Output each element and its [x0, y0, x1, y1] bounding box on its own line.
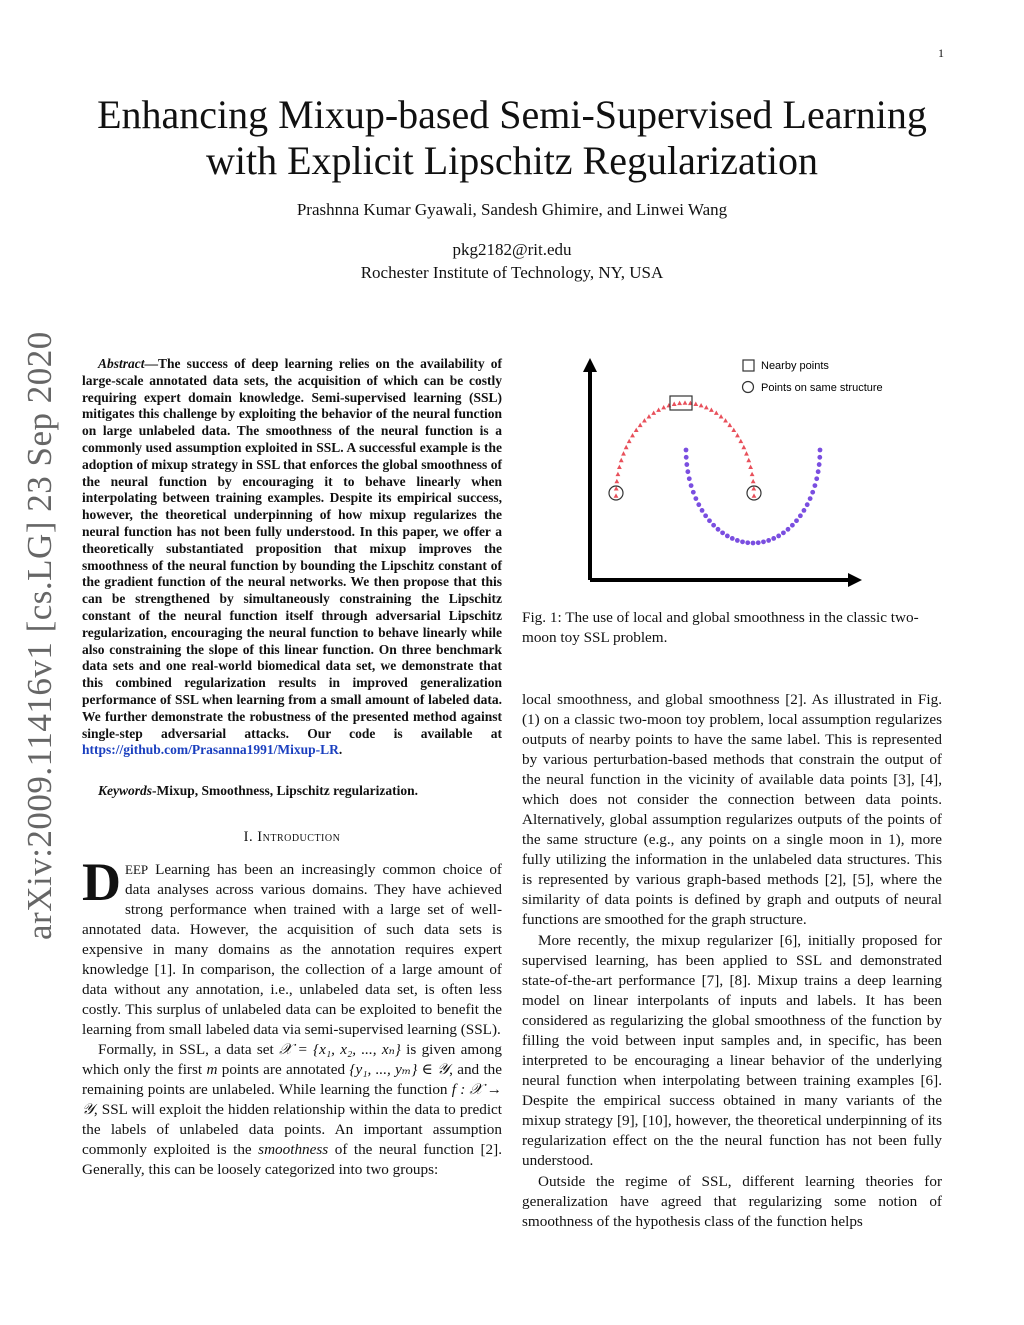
moon-circle-point — [790, 523, 795, 528]
moon-circle-point — [814, 476, 819, 481]
math-dataset: 𝒳 = {x₁, x₂, ..., xₙ} — [279, 1041, 401, 1059]
math-labels: {y₁, ..., yₘ} ∈ 𝒴 — [349, 1061, 450, 1079]
legend-square-label: Nearby points — [761, 360, 829, 372]
moon-circle-point — [735, 538, 740, 543]
moon-points — [614, 400, 823, 545]
moon-circle-point — [771, 536, 776, 541]
moon-triangle-point — [672, 402, 677, 406]
affiliation-block — [0, 238, 1024, 284]
moon-triangle-point — [656, 407, 661, 411]
moon-triangle-point — [719, 414, 724, 418]
intro-p2-f: of the neural function [2]. Generally, this can be loosely categorized into two groups: — [82, 1141, 502, 1179]
code-link[interactable]: https://github.com/Prasanna1991/Mixup-LR — [82, 742, 339, 758]
moon-circle-point — [703, 513, 708, 518]
left-column — [82, 356, 502, 1180]
moon-circle-point — [689, 483, 694, 488]
moon-triangle-point — [731, 428, 736, 432]
keywords-text: -Mixup, Smoothness, Lipschitz regularization. — [152, 783, 419, 799]
moon-triangle-point — [704, 405, 709, 409]
moon-circle-point — [716, 527, 721, 532]
moon-triangle-point — [677, 401, 682, 405]
moon-triangle-point — [630, 433, 635, 437]
moon-triangle-point — [693, 402, 698, 406]
moon-circle-point — [756, 540, 761, 545]
intro-p2-d: , and the remaining points are unlabeled. While learning the function — [82, 1061, 503, 1099]
section-title-first: I — [257, 829, 263, 846]
moon-circle-point — [684, 455, 689, 460]
section-number: I. — [243, 829, 254, 846]
intro-p1-text: Learning has been an increasingly common choice of data analyses across various domains. They have achieved strong performance when trained with a large set of well-annotated data. However, the acquisition of such data sets is expensive in many domains as the annotation requires expert knowledge [1]. In comparison, the collection of a large amount of data without any annotation, i.e., unlabeled data set, is often less costly. This surplus of unlabeled data can be exploited to benefit the learning from small labeled data via semi-supervised learning (SSL). — [82, 861, 502, 1039]
moon-circle-point — [740, 539, 745, 544]
moon-circle-point — [725, 534, 730, 539]
moon-triangle-point — [750, 472, 755, 476]
moon-triangle-point — [638, 423, 643, 427]
keywords — [82, 783, 502, 799]
keywords-label: Keywords — [98, 783, 152, 799]
intro-p2-emphasis: smoothness — [258, 1141, 329, 1159]
moon-triangle-point — [714, 411, 719, 415]
moon-circle-point — [761, 539, 766, 544]
moon-circle-point — [745, 540, 750, 545]
moon-circle-point — [817, 455, 822, 460]
moon-triangle-point — [744, 451, 749, 455]
moon-triangle-point — [738, 439, 743, 443]
moon-circle-point — [685, 469, 690, 474]
legend-circle-label: Points on same structure — [761, 382, 883, 394]
page-number: 1 — [938, 46, 944, 60]
moon-circle-point — [766, 538, 771, 543]
y-axis-arrow-icon — [583, 358, 597, 372]
moon-circle-point — [687, 476, 692, 481]
moon-circle-point — [808, 496, 813, 501]
moon-circle-point — [684, 462, 689, 467]
moon-circle-point — [711, 523, 716, 528]
moon-triangle-point — [735, 433, 740, 437]
moon-circle-point — [751, 541, 756, 546]
moon-triangle-point — [619, 458, 624, 462]
moon-triangle-point — [616, 472, 621, 476]
moon-triangle-point — [614, 479, 619, 483]
moon-circle-point — [776, 534, 781, 539]
intro-paragraph-1 — [82, 852, 502, 1040]
moon-circle-point — [794, 518, 799, 523]
moon-circle-point — [707, 518, 712, 523]
affiliation: Rochester Institute of Technology, NY, USA — [360, 263, 664, 282]
moon-triangle-point — [621, 451, 626, 455]
moon-triangle-point — [683, 400, 688, 404]
intro-paragraph-2 — [82, 1040, 502, 1180]
right-column — [522, 690, 942, 1232]
moon-circle-point — [798, 513, 803, 518]
moon-circle-point — [802, 508, 807, 513]
moon-triangle-point — [727, 423, 732, 427]
moon-triangle-point — [746, 458, 751, 462]
moon-triangle-point — [627, 439, 632, 443]
moon-circle-point — [684, 448, 689, 453]
right-paragraph-3: Outside the regime of SSL, different learning theories for generalization have agreed that regularizing some notion of smoothness of the hypothesis class of the function helps — [522, 1173, 942, 1230]
moon-triangle-point — [617, 465, 622, 469]
moon-circle-point — [816, 469, 821, 474]
email: pkg2182@rit.edu — [452, 240, 572, 259]
moon-circle-point — [810, 490, 815, 495]
math-m: m — [206, 1061, 218, 1079]
nearby-points-box — [670, 396, 692, 410]
right-paragraph-1: local smoothness, and global smoothness [2]. As illustrated in Fig. (1) on a classic two-moon toy problem, local assumption regularizes outputs of nearby points to have the same label. This is represented by various perturbation-based methods that constrain the output of the neural function in the vicinity of available data points [3], [4], which does not consider the connection between data points. Alternatively, global assumption regularizes outputs of the points of the same structure (e.g., any points on a single moon in 1), more fully utilizing the information in the unlabeled data structures. This is represented by various graph-based methods [2], [5], where the similarity of data points is defined by graph and outputs of neural functions are smoothed for the graph structure. — [522, 691, 942, 928]
moon-triangle-point — [647, 414, 652, 418]
figure-caption: Fig. 1: The use of local and global smoothness in the classic two-moon toy SSL problem. — [522, 609, 919, 646]
title-line-1: Enhancing Mixup-based Semi-Supervised Learning — [97, 92, 927, 137]
moon-circle-point — [817, 462, 822, 467]
moon-triangle-point — [614, 493, 619, 497]
arxiv-identifier: arXiv:2009.11416v1 [cs.LG] 23 Sep 2020 — [20, 331, 59, 940]
moon-circle-point — [781, 530, 786, 535]
moon-triangle-point — [751, 479, 756, 483]
moon-circle-point — [720, 530, 725, 535]
section-title-rest: ntroduction — [262, 829, 341, 846]
abstract — [82, 356, 502, 759]
moon-triangle-point — [723, 418, 728, 422]
section-heading — [82, 829, 502, 846]
moon-triangle-point — [661, 405, 666, 409]
moon-triangle-point — [709, 407, 714, 411]
moon-triangle-point — [634, 428, 639, 432]
moon-triangle-point — [624, 445, 629, 449]
moon-circle-point — [691, 490, 696, 495]
moon-triangle-point — [651, 411, 656, 415]
authors: Prashnna Kumar Gyawali, Sandesh Ghimire, and Linwei Wang — [296, 200, 728, 219]
intro-p2-b: is given among which only the first — [82, 1041, 502, 1079]
moon-circle-point — [700, 508, 705, 513]
math-function: f : 𝒳 → 𝒴 — [82, 1081, 502, 1119]
moon-circle-point — [818, 448, 823, 453]
moon-circle-point — [786, 527, 791, 532]
right-paragraph-2: More recently, the mixup regularizer [6], initially proposed for supervised learning, has been applied to SSL and demonstrated state-of-the-art performance [7], [8]. Mixup trains a deep learning model on linear interpolants of inputs and labels. It has been considered as regularizing the global smoothness of the function by filling the void between input samples and, in specific, has been interpreted to be encouraging a linear behavior of the underlying neural function when interpolating between training examples [6]. Despite the empirical success obtained in many variants of the mixup strategy [9], [10], however, the theoretical underpinning of its regularization effect on the the neural function has not been fully understood. — [522, 932, 942, 1169]
moon-triangle-point — [642, 418, 647, 422]
moon-circle-point — [693, 496, 698, 501]
paper-title — [60, 92, 964, 184]
moon-circle-point — [812, 483, 817, 488]
moon-triangle-point — [752, 493, 757, 497]
abstract-end: . — [338, 742, 343, 758]
moon-triangle-point — [748, 465, 753, 469]
intro-p2-e: , SSL will exploit the hidden relationship within the data to predict the labels of unlabeled data points. An important assumption commonly exploited is the — [82, 1101, 502, 1159]
abstract-label: Abstract — [98, 356, 145, 371]
moon-circle-point — [730, 536, 735, 541]
intro-p2-a: Formally, in SSL, a data set — [98, 1041, 280, 1059]
moon-circle-point — [805, 502, 810, 507]
legend — [743, 360, 883, 394]
drop-cap: D — [82, 852, 121, 913]
x-axis-arrow-icon — [848, 573, 862, 587]
moon-circle-point — [696, 502, 701, 507]
title-line-2: with Explicit Lipschitz Regularization — [205, 138, 819, 183]
moon-triangle-point — [699, 403, 704, 407]
legend-circle-icon — [743, 382, 754, 393]
abstract-text: —The success of deep learning relies on the availability of large-scale annotated data sets, the acquisition of which can be costly requiring expert domain knowledge. Semi-supervised learning (SSL) mitigates this challenge by exploiting the behavior of the neural function on large unlabeled data. The smoothness of the neural function is a commonly used assumption exploited in SSL. A successful example is the adoption of mixup strategy in SSL that enforces the global smoothness of the neural function by encouraging it to behave linearly when interpolating between training examples. Despite its empirical success, however, the theoretical underpinning of how mixup regularizes the neural function has not been fully understood. In this paper, we offer a theoretically substantiated proposition that mixup improves the smoothness of the neural function by bounding the Lipschitz constant of the gradient function of the neural networks. We then propose that this can be strengthened by simultaneously constraining the Lipschitz constant of the neural function itself through adversarial Lipschitz regularization, encouraging the neural function to behave linearly while also constraining the slope of this linear function. On three benchmark data sets and one real-world biomedical data set, we demonstrate that this combined regularization results in improved generalization performance of SSL when learning from a small amount of labeled data. We further demonstrate the robustness of the presented method against single-step adversarial attacks. Our code is available at — [82, 356, 502, 741]
intro-caps: EEP — [125, 862, 149, 878]
legend-square-icon — [743, 360, 754, 371]
intro-p2-c: points are annotated — [217, 1061, 350, 1079]
moon-triangle-point — [741, 445, 746, 449]
two-moon-figure — [570, 350, 910, 590]
